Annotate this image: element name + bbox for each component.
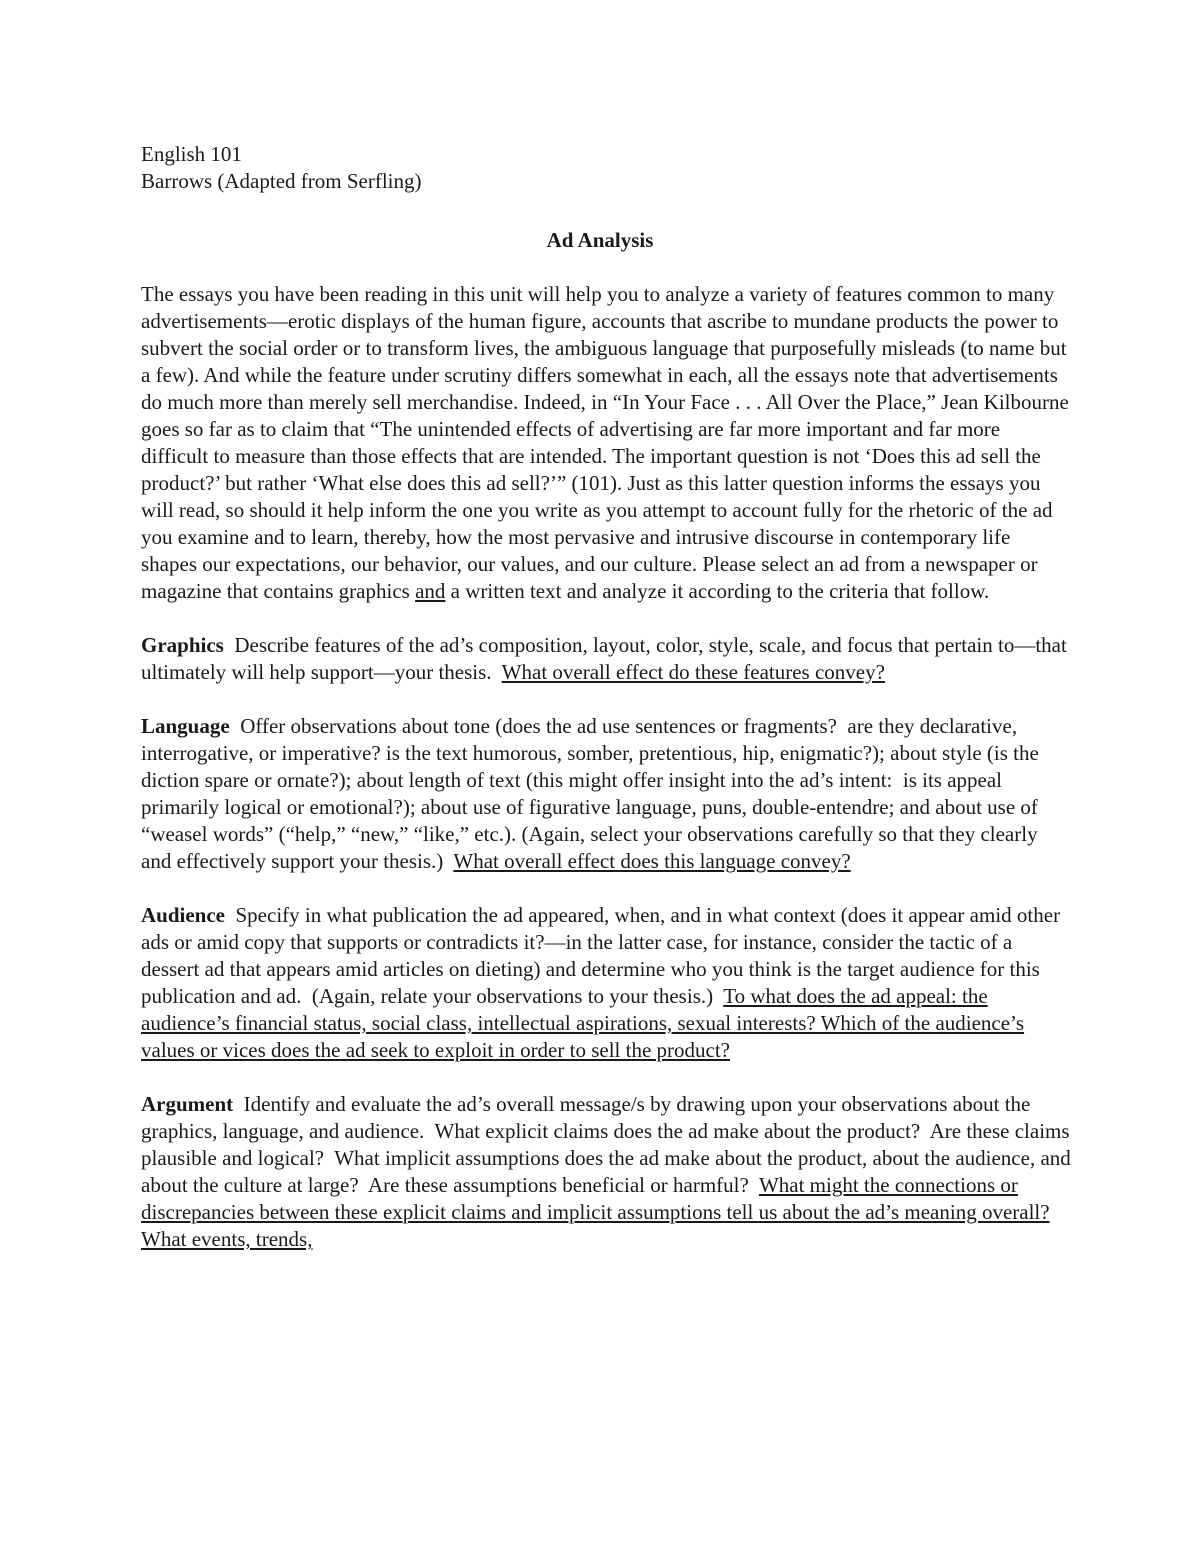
intro-emphasis: and (415, 579, 446, 603)
intro-text-part1: The essays you have been reading in this unit will help you to analyze a variety of features common to many advertisements—erotic displays of the human figure, accounts that ascribe to mundane products the power to subvert the social order or to transform lives, the ambiguous language that purposefully misleads (to name but a few). And while the feature under scrutiny differs somewhat in each, all the essays note that advertisements do much more than merely sell merchandise. Indeed, in “In Your Face . . . All Over the Place,” Jean Kilbourne goes so far as to claim that “The unintended effects of advertising are far more important and far more difficult to measure than those effects that are intended. The important question is not ‘Does this ad sell the product?’ but rather ‘What else does this ad sell?’” (101). Just as this latter question informs the essays you will read, so should it help inform the one you write as you attempt to account fully for the rhetoric of the ad you examine and to learn, thereby, how the most pervasive and intrusive discourse in contemporary life shapes our expectations, our behavior, our values, and our culture. Please select an ad from a newspaper or magazine that contains graphics (141, 282, 1069, 603)
argument-body: Identify and evaluate the ad’s overall message/s by drawing upon your observations about the graphics, language, and audience. What explicit claims does the ad make about the product? Are these claims plausible and logical? What implicit assumptions does the ad make about the product, about the audience, and about the culture at large? Are these assumptions beneficial or harmful? (141, 1092, 1077, 1197)
argument-question: What might the connections or discrepancies between these explicit claims and implicit assumptions tell us about the ad’s meaning overall? What events, trends, (141, 1173, 1050, 1251)
language-question: What overall effect does this language convey? (453, 849, 851, 873)
graphics-body: Describe features of the ad’s composition, layout, color, style, scale, and focus that pertain to—that ultimately will help support—your thesis. (141, 633, 1073, 684)
graphics-section (141, 632, 1071, 686)
instructor-line: Barrows (Adapted from Serfling) (141, 169, 422, 193)
language-body: Offer observations about tone (does the ad use sentences or fragments? are they declarative, interrogative, or imperative? is the text humorous, somber, pretentious, hip, enigmatic?); about style (is the diction spare or ornate?); about length of text (this might offer insight into the ad’s intent: is its appeal primarily logical or emotional?); about use of figurative language, puns, double-entendre; and about use of “weasel words” (“help,” “new,” “like,” etc.). (Again, select your observations carefully so that they clearly and effectively support your thesis.) (141, 714, 1045, 873)
audience-section (141, 902, 1071, 1064)
intro-paragraph (141, 281, 1071, 605)
course-name: English 101 (141, 142, 242, 166)
audience-heading: Audience (141, 903, 225, 927)
argument-heading: Argument (141, 1092, 234, 1116)
document-header (141, 141, 1071, 195)
language-section (141, 713, 1071, 875)
graphics-question: What overall effect do these features convey? (501, 660, 885, 684)
argument-section (141, 1091, 1077, 1253)
document-body (141, 281, 1077, 1280)
graphics-heading: Graphics (141, 633, 224, 657)
audience-question: To what does the ad appeal: the audience’s financial status, social class, intellectual aspirations, sexual interests? Which of the audience’s values or vices does the ad seek to exploit in order to sell the product? (141, 984, 1025, 1062)
document-title: Ad Analysis (546, 228, 654, 252)
intro-text-part2: a written text and analyze it according to the criteria that follow. (445, 579, 990, 603)
audience-body: Specify in what publication the ad appeared, when, and in what context (does it appear amid other ads or amid copy that supports or contradicts it?—in the latter case, for instance, consider the tactic of a dessert ad that appears amid articles on dieting) and determine who you think is the target audience for this publication and ad. (Again, relate your observations to your thesis.) (141, 903, 1066, 1008)
language-heading: Language (141, 714, 230, 738)
